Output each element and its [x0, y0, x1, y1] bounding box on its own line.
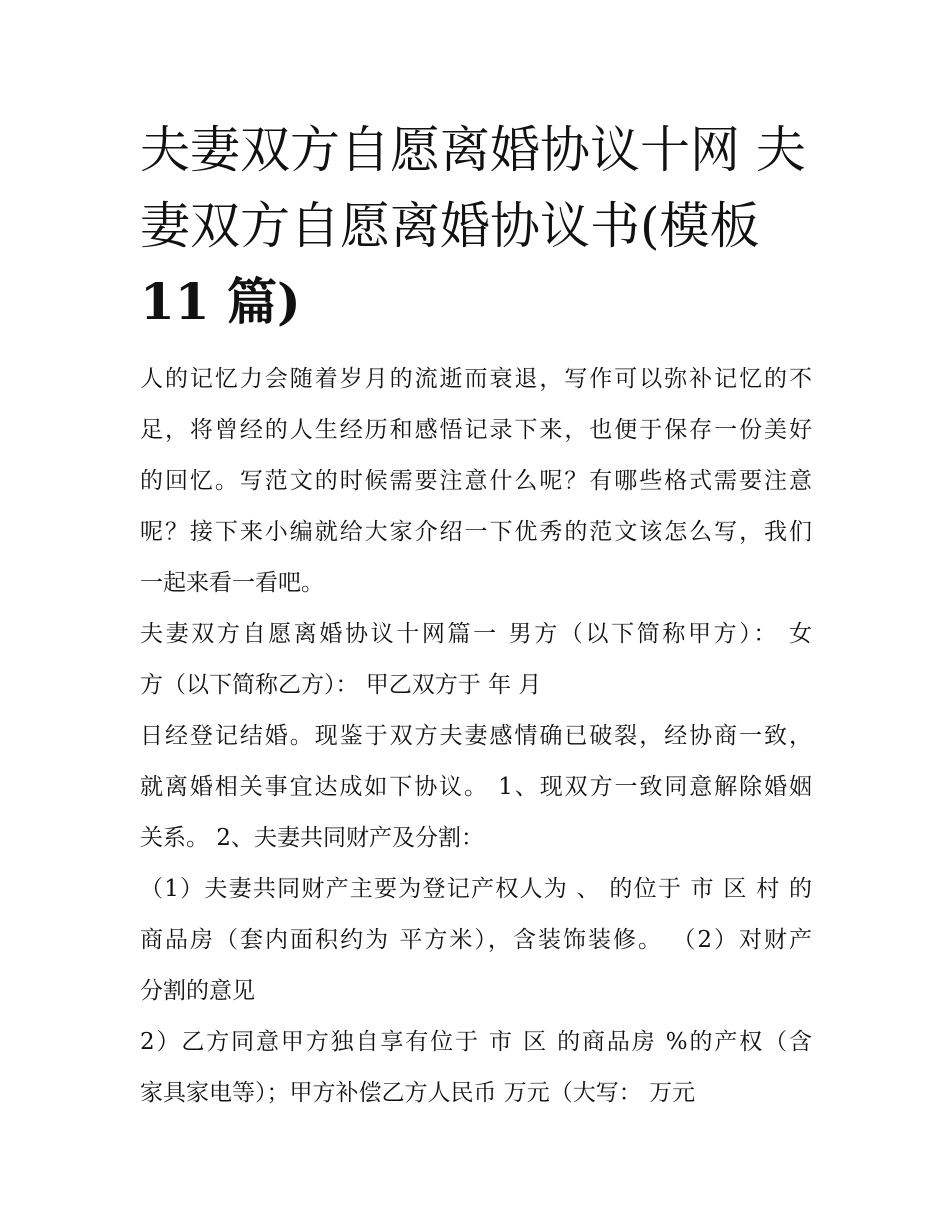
body-line: 的回忆。写范文的时候需要注意什么呢？有哪些格式需要注意	[140, 468, 812, 494]
body-line: 商品房（套内面积约为 平方米），含装饰装修。 （2）对财产	[140, 927, 812, 953]
title-line-1: 夫妻双方自愿离婚协议十网 夫	[140, 121, 806, 179]
body-line: 夫妻双方自愿离婚协议十网篇一 男方（以下简称甲方）： 女	[140, 621, 812, 647]
title-line-2: 妻双方自愿离婚协议书(模板	[140, 197, 760, 255]
body-line: 家具家电等）；甲方补偿乙方人民币 万元（大写： 万元	[140, 1080, 696, 1106]
body-line: 方（以下简称乙方）： 甲乙双方于 年 月	[140, 672, 542, 698]
body-line: 关系。 2、夫妻共同财产及分割：	[140, 825, 484, 851]
document-title	[140, 112, 812, 340]
body-line: 一起来看一看吧。	[140, 570, 324, 596]
body-line: 分割的意见	[140, 978, 255, 1004]
document-page	[140, 112, 812, 1119]
body-line: 足，将曾经的人生经历和感悟记录下来，也便于保存一份美好	[140, 417, 812, 443]
body-line: 日经登记结婚。现鉴于双方夫妻感情确已破裂，经协商一致，	[140, 723, 812, 749]
body-line: 2）乙方同意甲方独自享有位于 市 区 的商品房 %的产权（含	[140, 1029, 812, 1055]
document-body	[140, 354, 812, 1119]
body-line: 呢？接下来小编就给大家介绍一下优秀的范文该怎么写，我们	[140, 519, 812, 545]
body-line: 人的记忆力会随着岁月的流逝而衰退，写作可以弥补记忆的不	[140, 366, 812, 392]
title-line-3: 11 篇)	[140, 272, 301, 331]
body-line: （1）夫妻共同财产主要为登记产权人为 、 的位于 市 区 村 的	[140, 876, 812, 902]
body-line: 就离婚相关事宜达成如下协议。 1、现双方一致同意解除婚姻	[140, 774, 812, 800]
